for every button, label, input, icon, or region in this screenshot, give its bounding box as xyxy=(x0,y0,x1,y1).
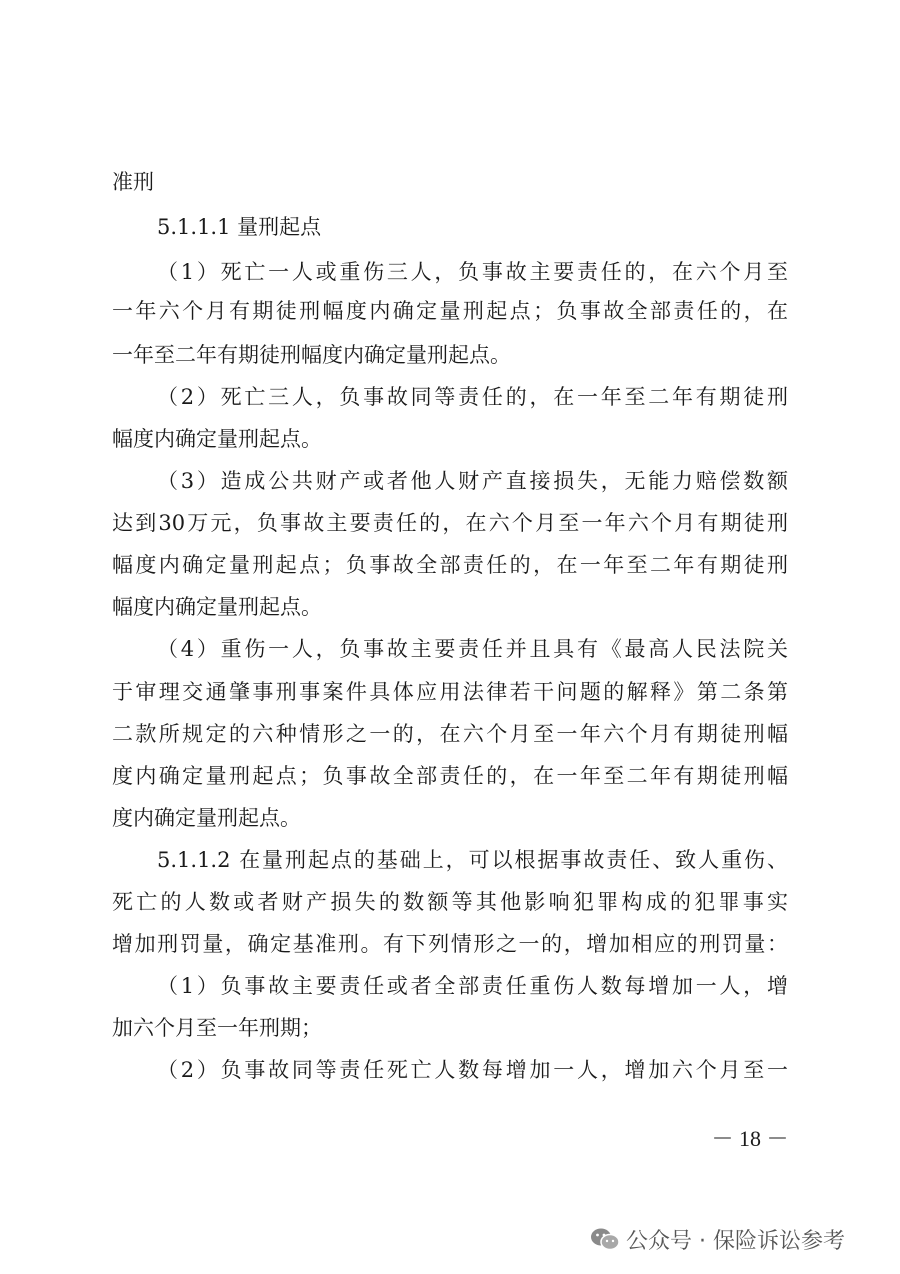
text-line: （1）死亡一人或重伤三人，负事故主要责任的，在六个月至 xyxy=(157,260,788,284)
wechat-icon xyxy=(590,1226,620,1252)
text-line: 度内确定量刑起点；负事故全部责任的，在一年至二年有期徒刑幅 xyxy=(112,764,788,788)
section-heading: 5.1.1.1 量刑起点 xyxy=(157,215,322,239)
text-line: （2）负事故同等责任死亡人数每增加一人，增加六个月至一 xyxy=(157,1058,788,1082)
text-line: 幅度内确定量刑起点；负事故全部责任的，在一年至二年有期徒刑 xyxy=(112,553,788,577)
text-line: 达到30万元，负事故主要责任的，在六个月至一年六个月有期徒刑 xyxy=(112,511,788,535)
text-line: 准刑 xyxy=(112,170,154,194)
text-line: 二款所规定的六种情形之一的，在六个月至一年六个月有期徒刑幅 xyxy=(112,722,788,746)
text-line: （4）重伤一人，负事故主要责任并且具有《最高人民法院关 xyxy=(157,637,788,661)
text-line: 增加刑罚量，确定基准刑。有下列情形之一的，增加相应的刑罚量： xyxy=(112,932,788,956)
text-line: 死亡的人数或者财产损失的数额等其他影响犯罪构成的犯罪事实 xyxy=(112,890,788,914)
text-line: 一年六个月有期徒刑幅度内确定量刑起点；负事故全部责任的，在 xyxy=(112,299,788,323)
text-line: （2）死亡三人，负事故同等责任的，在一年至二年有期徒刑 xyxy=(157,385,788,409)
text-line: 加六个月至一年刑期； xyxy=(112,1016,322,1040)
text-line: 幅度内确定量刑起点。 xyxy=(112,427,322,451)
section-heading: 5.1.1.2 在量刑起点的基础上，可以根据事故责任、致人重伤、 xyxy=(157,848,788,872)
text-line: （1）负事故主要责任或者全部责任重伤人数每增加一人，增 xyxy=(157,974,788,998)
watermark-text: 公众号 · 保险诉讼参考 xyxy=(626,1228,845,1254)
text-line: 幅度内确定量刑起点。 xyxy=(112,595,322,619)
watermark xyxy=(590,1222,845,1256)
text-line: （3）造成公共财产或者他人财产直接损失，无能力赔偿数额 xyxy=(157,469,788,493)
text-line: 度内确定量刑起点。 xyxy=(112,806,301,830)
text-line: 于审理交通肇事刑事案件具体应用法律若干问题的解释》第二条第 xyxy=(112,680,788,704)
text-line: 一年至二年有期徒刑幅度内确定量刑起点。 xyxy=(112,343,511,367)
page-number: － 18 － xyxy=(711,1126,789,1151)
